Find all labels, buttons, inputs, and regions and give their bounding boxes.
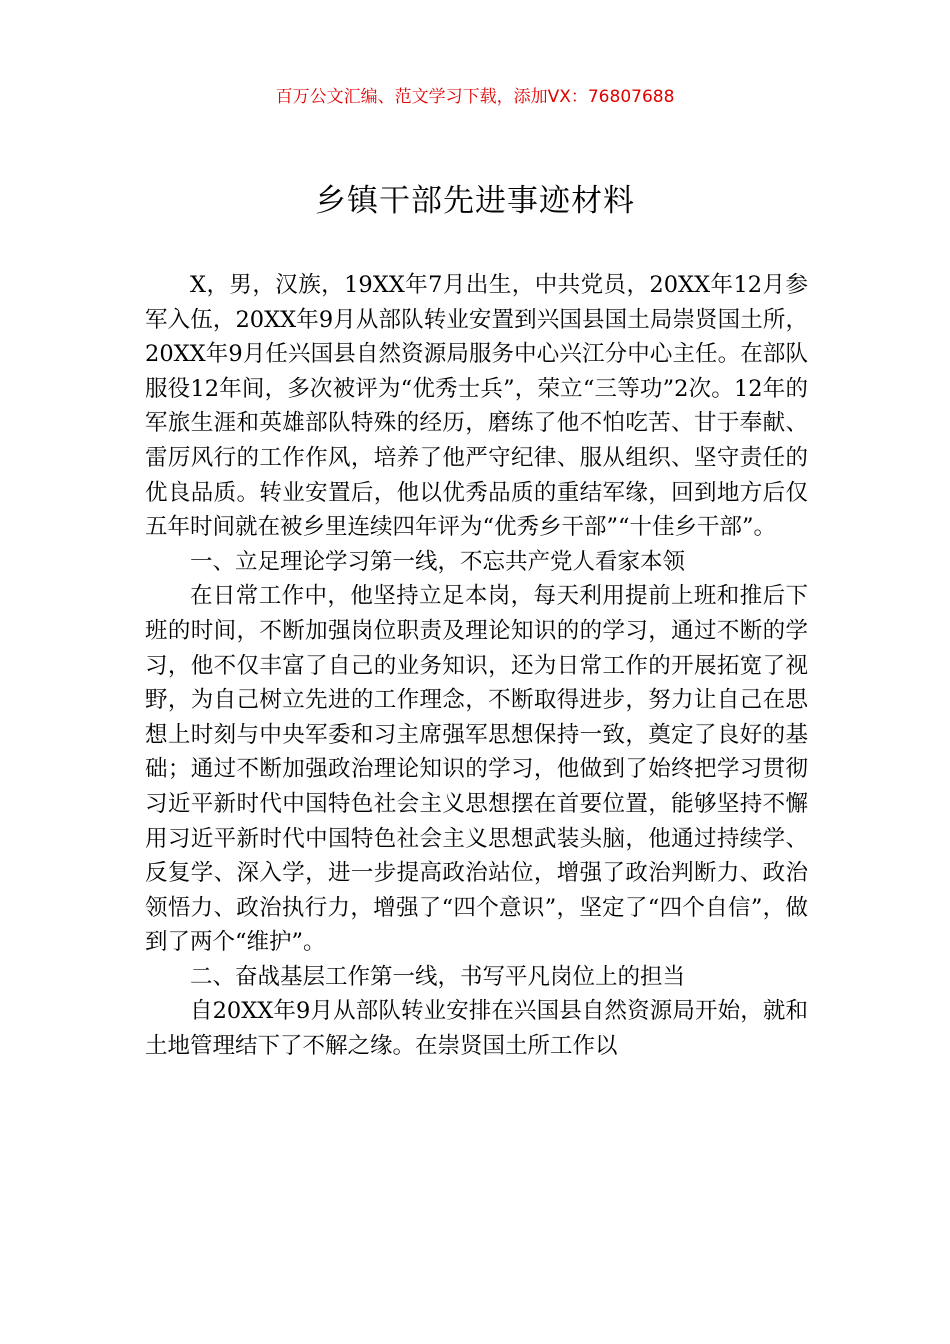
document-body [145,268,808,1064]
document-title: 乡镇干部先进事迹材料 [315,183,635,219]
paragraph-section-2: 自20XX年9月从部队转业安排在兴国县自然资源局开始，就和土地管理结下了不解之缘。在崇贤国土所工作以 [145,998,808,1060]
paragraph-intro: X，男，汉族，19XX年7月出生，中共党员，20XX年12月参军入伍，20XX年9月从部队转业安置到兴国县国土局崇贤国土所，20XX年9月任兴国县自然资源局服务中心兴江分中心主任。在部队服役12年间，多次被评为“优秀士兵”，荣立“三等功”2次。12年的军旅生涯和英雄部队特殊的经历，磨练了他不怕吃苦、甘于奉献、雷厉风行的工作作风，培养了他严守纪律、服从组织、坚守责任的优良品质。转业安置后，他以优秀品质的重结军缘，回到地方后仅五年时间就在被乡里连续四年评为“优秀乡干部”“十佳乡干部”。 [145,272,808,541]
section-heading-2: 二、奋战基层工作第一线，书写平凡岗位上的担当 [190,963,686,990]
paragraph-section-1: 在日常工作中，他坚持立足本岗，每天利用提前上班和推后下班的时间，不断加强岗位职责及理论知识的的学习，通过不断的学习，他不仅丰富了自己的业务知识，还为日常工作的开展拓宽了视野，为自己树立先进的工作理念，不断取得进步，努力让自己在思想上时刻与中央军委和习主席强军思想保持一致，奠定了良好的基础；通过不断加强政治理论知识的学习，他做到了始终把学习贯彻习近平新时代中国特色社会主义思想摆在首要位置，能够坚持不懈用习近平新时代中国特色社会主义思想武装头脑，他通过持续学、反复学、深入学，进一步提高政治站位，增强了政治判断力、政治领悟力、政治执行力，增强了“四个意识”，坚定了“四个自信”，做到了两个“维护”。 [145,583,808,956]
header-note: 百万公文汇编、范文学习下载，添加VX：76807688 [275,87,675,107]
section-heading-1: 一、立足理论学习第一线，不忘共产党人看家本领 [190,548,686,575]
